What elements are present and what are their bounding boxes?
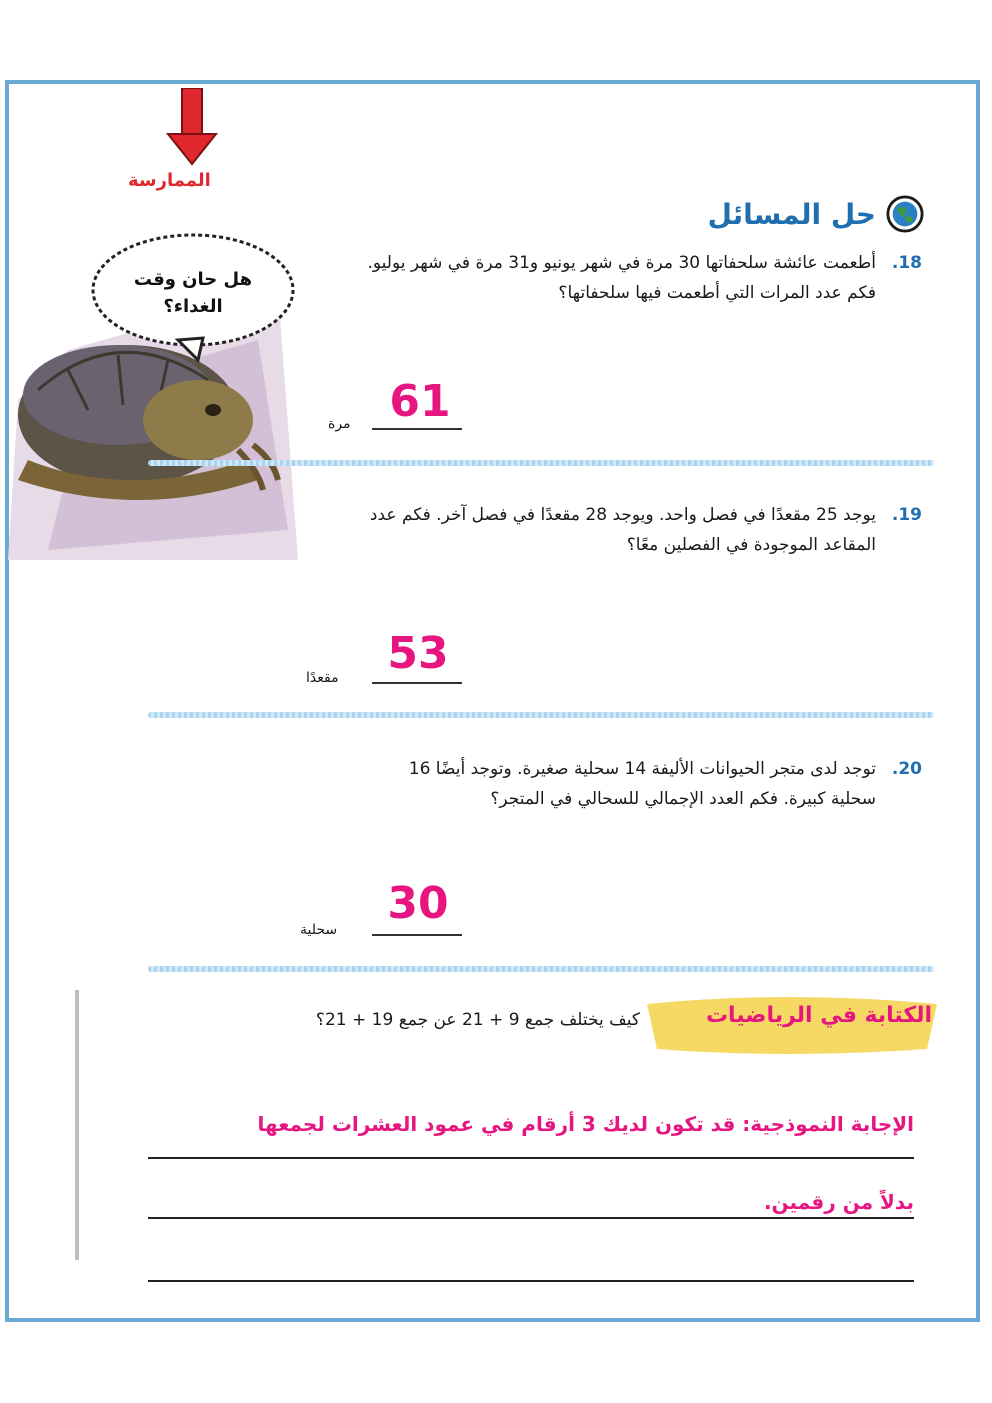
answer-line [372, 934, 462, 936]
write-line [148, 1157, 914, 1159]
write-line [148, 1217, 914, 1219]
model-answer-line1: الإجابة النموذجية: قد تكون لديك 3 أرقام في عمود العشرات لجمعها [257, 1112, 914, 1136]
section-header [708, 195, 924, 233]
answer-unit: مقعدًا [306, 670, 339, 686]
turtle-illustration [8, 230, 298, 560]
speech-bubble-line2: الغداء؟ [163, 296, 223, 317]
problem-text: أطعمت عائشة سلحفاتها 30 مرة في شهر يونيو و31 مرة في شهر يوليو. فكم عدد المرات التي أطعمت فيها سلحفاتها؟ [367, 253, 876, 303]
write-line [148, 1280, 914, 1282]
divider [148, 966, 934, 972]
answer-unit: سحلية [300, 922, 338, 938]
model-answer-line2: بدلاً من رقمين. [763, 1190, 914, 1214]
globe-icon [886, 195, 924, 233]
problem-text: يوجد 25 مقعدًا في فصل واحد. ويوجد 28 مقعدًا في فصل آخر. فكم عدد المقاعد الموجودة في الفصلين معًا؟ [369, 505, 876, 555]
section-title: حل المسائل [707, 197, 876, 231]
answer-value: 53 [387, 628, 449, 679]
divider [148, 460, 934, 466]
problem-number: 19. [891, 505, 922, 525]
writing-question: كيف يختلف جمع 9 + 21 عن جمع 19 + 21؟ [315, 1010, 640, 1030]
problem-number: 18. [891, 253, 922, 273]
problem-19 [362, 500, 922, 560]
writing-banner: الكتابة في الرياضيات [705, 1003, 932, 1028]
problem-text: توجد لدى متجر الحيوانات الأليفة 14 سحلية صغيرة. وتوجد أيضًا 16 سحلية كبيرة. فكم العدد الإجمالي للسحالي في المتجر؟ [408, 759, 876, 809]
divider [148, 712, 934, 718]
problem-number: 20. [891, 759, 922, 779]
problem-18 [362, 248, 922, 308]
practice-label: الممارسة [128, 170, 211, 191]
answer-line [372, 682, 462, 684]
problem-20 [362, 754, 922, 814]
answer-value: 30 [387, 878, 449, 929]
answer-unit: مرة [328, 416, 351, 432]
answer-line [372, 428, 462, 430]
speech-bubble-line1: هل حان وقت [133, 269, 253, 290]
red-arrow-icon [166, 88, 218, 166]
answer-value: 61 [389, 376, 451, 427]
side-credit-text [70, 990, 84, 1260]
